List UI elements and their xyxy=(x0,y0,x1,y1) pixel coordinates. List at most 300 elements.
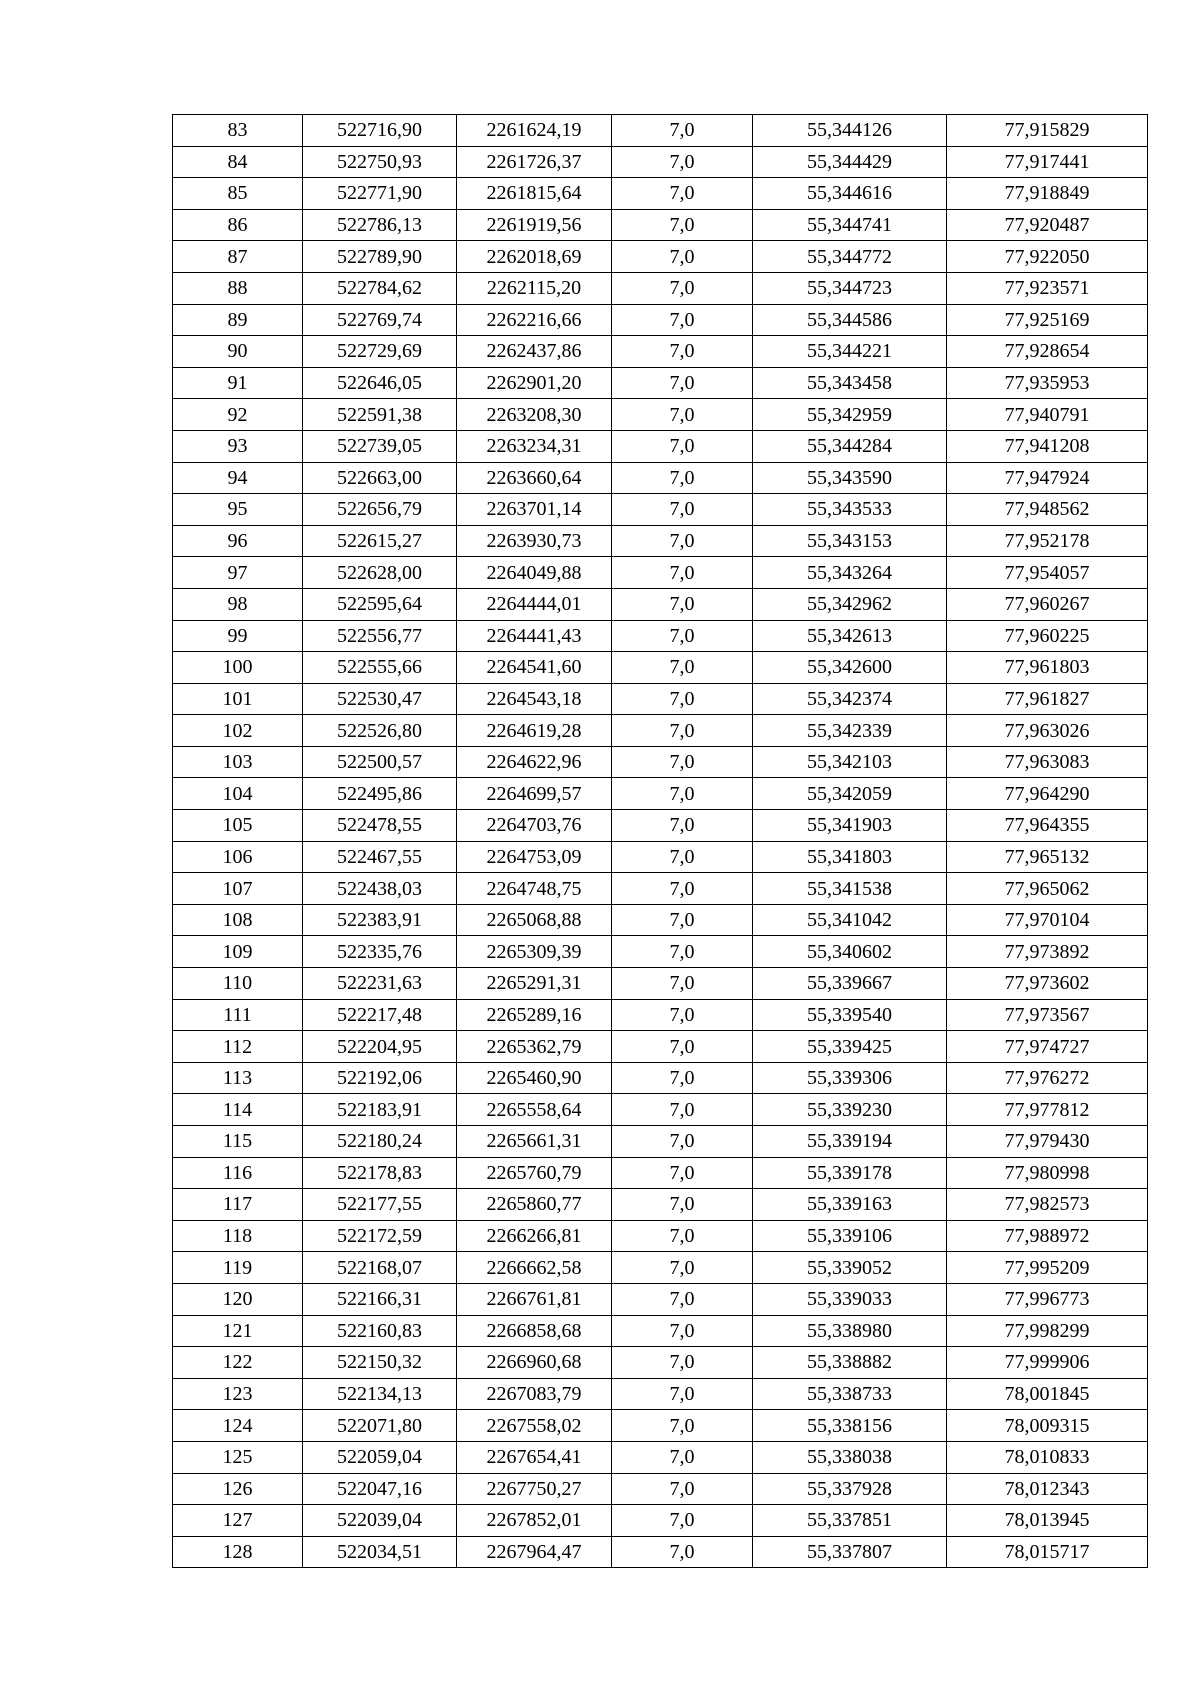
cell-accuracy: 7,0 xyxy=(612,810,753,842)
cell-y-coordinate: 2266662,58 xyxy=(457,1252,612,1284)
cell-longitude: 77,917441 xyxy=(947,146,1148,178)
cell-accuracy: 7,0 xyxy=(612,1536,753,1568)
cell-longitude: 77,996773 xyxy=(947,1283,1148,1315)
cell-accuracy: 7,0 xyxy=(612,367,753,399)
cell-latitude: 55,338980 xyxy=(753,1315,947,1347)
table-row xyxy=(173,1252,1148,1284)
cell-y-coordinate: 2262216,66 xyxy=(457,304,612,336)
cell-accuracy: 7,0 xyxy=(612,146,753,178)
cell-accuracy: 7,0 xyxy=(612,588,753,620)
cell-latitude: 55,339178 xyxy=(753,1157,947,1189)
cell-latitude: 55,341803 xyxy=(753,841,947,873)
cell-latitude: 55,338156 xyxy=(753,1410,947,1442)
cell-y-coordinate: 2265068,88 xyxy=(457,904,612,936)
cell-point-number: 100 xyxy=(173,652,303,684)
cell-longitude: 77,970104 xyxy=(947,904,1148,936)
cell-latitude: 55,343153 xyxy=(753,525,947,557)
cell-point-number: 97 xyxy=(173,557,303,589)
cell-accuracy: 7,0 xyxy=(612,1378,753,1410)
table-row xyxy=(173,525,1148,557)
cell-y-coordinate: 2265558,64 xyxy=(457,1094,612,1126)
table-row xyxy=(173,462,1148,494)
cell-point-number: 111 xyxy=(173,999,303,1031)
cell-accuracy: 7,0 xyxy=(612,304,753,336)
cell-longitude: 77,922050 xyxy=(947,241,1148,273)
cell-x-coordinate: 522784,62 xyxy=(303,272,457,304)
table-row xyxy=(173,683,1148,715)
cell-accuracy: 7,0 xyxy=(612,272,753,304)
cell-latitude: 55,340602 xyxy=(753,936,947,968)
cell-point-number: 91 xyxy=(173,367,303,399)
coordinates-table-body xyxy=(173,115,1148,1568)
cell-latitude: 55,341042 xyxy=(753,904,947,936)
cell-latitude: 55,339306 xyxy=(753,1062,947,1094)
cell-longitude: 77,952178 xyxy=(947,525,1148,557)
table-row xyxy=(173,1031,1148,1063)
cell-latitude: 55,339194 xyxy=(753,1126,947,1158)
cell-longitude: 77,999906 xyxy=(947,1347,1148,1379)
cell-x-coordinate: 522231,63 xyxy=(303,968,457,1000)
cell-x-coordinate: 522034,51 xyxy=(303,1536,457,1568)
cell-point-number: 109 xyxy=(173,936,303,968)
cell-point-number: 128 xyxy=(173,1536,303,1568)
cell-longitude: 77,973602 xyxy=(947,968,1148,1000)
table-row xyxy=(173,399,1148,431)
cell-point-number: 84 xyxy=(173,146,303,178)
cell-y-coordinate: 2265860,77 xyxy=(457,1189,612,1221)
table-row xyxy=(173,746,1148,778)
cell-accuracy: 7,0 xyxy=(612,1252,753,1284)
cell-accuracy: 7,0 xyxy=(612,494,753,526)
cell-point-number: 98 xyxy=(173,588,303,620)
cell-y-coordinate: 2261815,64 xyxy=(457,178,612,210)
cell-x-coordinate: 522663,00 xyxy=(303,462,457,494)
cell-accuracy: 7,0 xyxy=(612,336,753,368)
cell-longitude: 77,976272 xyxy=(947,1062,1148,1094)
cell-y-coordinate: 2264049,88 xyxy=(457,557,612,589)
cell-y-coordinate: 2264703,76 xyxy=(457,810,612,842)
cell-x-coordinate: 522739,05 xyxy=(303,430,457,462)
table-row xyxy=(173,810,1148,842)
cell-point-number: 89 xyxy=(173,304,303,336)
table-row xyxy=(173,652,1148,684)
cell-x-coordinate: 522059,04 xyxy=(303,1441,457,1473)
cell-point-number: 114 xyxy=(173,1094,303,1126)
cell-point-number: 106 xyxy=(173,841,303,873)
table-row xyxy=(173,841,1148,873)
table-row xyxy=(173,1283,1148,1315)
cell-accuracy: 7,0 xyxy=(612,968,753,1000)
cell-longitude: 77,977812 xyxy=(947,1094,1148,1126)
cell-latitude: 55,344586 xyxy=(753,304,947,336)
cell-x-coordinate: 522500,57 xyxy=(303,746,457,778)
table-row xyxy=(173,115,1148,147)
cell-longitude: 77,980998 xyxy=(947,1157,1148,1189)
cell-x-coordinate: 522192,06 xyxy=(303,1062,457,1094)
cell-longitude: 77,964355 xyxy=(947,810,1148,842)
coordinates-table xyxy=(172,114,1148,1568)
cell-y-coordinate: 2265460,90 xyxy=(457,1062,612,1094)
cell-point-number: 118 xyxy=(173,1220,303,1252)
cell-accuracy: 7,0 xyxy=(612,178,753,210)
cell-longitude: 78,001845 xyxy=(947,1378,1148,1410)
cell-point-number: 117 xyxy=(173,1189,303,1221)
cell-point-number: 108 xyxy=(173,904,303,936)
cell-accuracy: 7,0 xyxy=(612,620,753,652)
cell-latitude: 55,337851 xyxy=(753,1505,947,1537)
cell-y-coordinate: 2266266,81 xyxy=(457,1220,612,1252)
cell-y-coordinate: 2267750,27 xyxy=(457,1473,612,1505)
cell-x-coordinate: 522771,90 xyxy=(303,178,457,210)
cell-latitude: 55,342103 xyxy=(753,746,947,778)
cell-latitude: 55,338038 xyxy=(753,1441,947,1473)
table-row xyxy=(173,367,1148,399)
cell-latitude: 55,342962 xyxy=(753,588,947,620)
cell-latitude: 55,341903 xyxy=(753,810,947,842)
cell-longitude: 78,013945 xyxy=(947,1505,1148,1537)
cell-latitude: 55,339163 xyxy=(753,1189,947,1221)
cell-latitude: 55,342339 xyxy=(753,715,947,747)
table-row xyxy=(173,1410,1148,1442)
cell-x-coordinate: 522204,95 xyxy=(303,1031,457,1063)
cell-latitude: 55,339230 xyxy=(753,1094,947,1126)
table-row xyxy=(173,1094,1148,1126)
cell-longitude: 77,960267 xyxy=(947,588,1148,620)
cell-latitude: 55,342959 xyxy=(753,399,947,431)
cell-accuracy: 7,0 xyxy=(612,1031,753,1063)
cell-point-number: 92 xyxy=(173,399,303,431)
cell-accuracy: 7,0 xyxy=(612,1441,753,1473)
cell-latitude: 55,344772 xyxy=(753,241,947,273)
cell-x-coordinate: 522178,83 xyxy=(303,1157,457,1189)
cell-latitude: 55,343533 xyxy=(753,494,947,526)
cell-latitude: 55,343458 xyxy=(753,367,947,399)
cell-latitude: 55,339667 xyxy=(753,968,947,1000)
cell-longitude: 77,963026 xyxy=(947,715,1148,747)
table-row xyxy=(173,620,1148,652)
cell-longitude: 77,988972 xyxy=(947,1220,1148,1252)
cell-y-coordinate: 2267083,79 xyxy=(457,1378,612,1410)
cell-latitude: 55,339425 xyxy=(753,1031,947,1063)
table-row xyxy=(173,209,1148,241)
cell-y-coordinate: 2265760,79 xyxy=(457,1157,612,1189)
cell-y-coordinate: 2261726,37 xyxy=(457,146,612,178)
cell-point-number: 93 xyxy=(173,430,303,462)
cell-accuracy: 7,0 xyxy=(612,1189,753,1221)
cell-point-number: 119 xyxy=(173,1252,303,1284)
table-row xyxy=(173,1378,1148,1410)
cell-longitude: 77,965132 xyxy=(947,841,1148,873)
cell-y-coordinate: 2261624,19 xyxy=(457,115,612,147)
cell-accuracy: 7,0 xyxy=(612,1315,753,1347)
cell-point-number: 86 xyxy=(173,209,303,241)
cell-latitude: 55,342600 xyxy=(753,652,947,684)
cell-latitude: 55,344723 xyxy=(753,272,947,304)
cell-y-coordinate: 2267852,01 xyxy=(457,1505,612,1537)
cell-point-number: 124 xyxy=(173,1410,303,1442)
cell-y-coordinate: 2266960,68 xyxy=(457,1347,612,1379)
cell-x-coordinate: 522180,24 xyxy=(303,1126,457,1158)
cell-latitude: 55,343264 xyxy=(753,557,947,589)
cell-point-number: 126 xyxy=(173,1473,303,1505)
cell-longitude: 77,948562 xyxy=(947,494,1148,526)
cell-y-coordinate: 2265661,31 xyxy=(457,1126,612,1158)
cell-latitude: 55,338882 xyxy=(753,1347,947,1379)
table-row xyxy=(173,336,1148,368)
cell-point-number: 85 xyxy=(173,178,303,210)
cell-y-coordinate: 2263660,64 xyxy=(457,462,612,494)
cell-x-coordinate: 522047,16 xyxy=(303,1473,457,1505)
cell-accuracy: 7,0 xyxy=(612,430,753,462)
cell-point-number: 127 xyxy=(173,1505,303,1537)
cell-x-coordinate: 522335,76 xyxy=(303,936,457,968)
table-row xyxy=(173,1473,1148,1505)
cell-accuracy: 7,0 xyxy=(612,1126,753,1158)
cell-x-coordinate: 522530,47 xyxy=(303,683,457,715)
cell-y-coordinate: 2264699,57 xyxy=(457,778,612,810)
cell-point-number: 95 xyxy=(173,494,303,526)
cell-longitude: 77,935953 xyxy=(947,367,1148,399)
cell-x-coordinate: 522071,80 xyxy=(303,1410,457,1442)
cell-y-coordinate: 2265289,16 xyxy=(457,999,612,1031)
cell-y-coordinate: 2264753,09 xyxy=(457,841,612,873)
cell-y-coordinate: 2263234,31 xyxy=(457,430,612,462)
cell-x-coordinate: 522615,27 xyxy=(303,525,457,557)
cell-x-coordinate: 522646,05 xyxy=(303,367,457,399)
cell-latitude: 55,339540 xyxy=(753,999,947,1031)
cell-latitude: 55,339033 xyxy=(753,1283,947,1315)
table-row xyxy=(173,272,1148,304)
cell-accuracy: 7,0 xyxy=(612,778,753,810)
cell-longitude: 77,947924 xyxy=(947,462,1148,494)
cell-longitude: 77,973892 xyxy=(947,936,1148,968)
cell-longitude: 77,974727 xyxy=(947,1031,1148,1063)
cell-latitude: 55,344741 xyxy=(753,209,947,241)
cell-accuracy: 7,0 xyxy=(612,1283,753,1315)
cell-x-coordinate: 522495,86 xyxy=(303,778,457,810)
cell-point-number: 112 xyxy=(173,1031,303,1063)
cell-y-coordinate: 2264441,43 xyxy=(457,620,612,652)
cell-point-number: 102 xyxy=(173,715,303,747)
table-row xyxy=(173,146,1148,178)
table-row xyxy=(173,968,1148,1000)
cell-x-coordinate: 522467,55 xyxy=(303,841,457,873)
cell-point-number: 105 xyxy=(173,810,303,842)
table-row xyxy=(173,241,1148,273)
cell-x-coordinate: 522183,91 xyxy=(303,1094,457,1126)
cell-point-number: 125 xyxy=(173,1441,303,1473)
cell-accuracy: 7,0 xyxy=(612,904,753,936)
cell-accuracy: 7,0 xyxy=(612,115,753,147)
cell-x-coordinate: 522150,32 xyxy=(303,1347,457,1379)
cell-y-coordinate: 2263701,14 xyxy=(457,494,612,526)
cell-longitude: 77,918849 xyxy=(947,178,1148,210)
cell-y-coordinate: 2265291,31 xyxy=(457,968,612,1000)
cell-accuracy: 7,0 xyxy=(612,209,753,241)
table-row xyxy=(173,715,1148,747)
cell-point-number: 120 xyxy=(173,1283,303,1315)
cell-y-coordinate: 2266761,81 xyxy=(457,1283,612,1315)
table-row xyxy=(173,778,1148,810)
cell-longitude: 77,961803 xyxy=(947,652,1148,684)
cell-accuracy: 7,0 xyxy=(612,1505,753,1537)
cell-latitude: 55,338733 xyxy=(753,1378,947,1410)
cell-accuracy: 7,0 xyxy=(612,399,753,431)
cell-longitude: 77,941208 xyxy=(947,430,1148,462)
cell-x-coordinate: 522595,64 xyxy=(303,588,457,620)
cell-latitude: 55,342059 xyxy=(753,778,947,810)
cell-x-coordinate: 522134,13 xyxy=(303,1378,457,1410)
table-row xyxy=(173,1536,1148,1568)
cell-y-coordinate: 2264748,75 xyxy=(457,873,612,905)
cell-x-coordinate: 522786,13 xyxy=(303,209,457,241)
cell-x-coordinate: 522628,00 xyxy=(303,557,457,589)
cell-point-number: 123 xyxy=(173,1378,303,1410)
cell-x-coordinate: 522729,69 xyxy=(303,336,457,368)
cell-y-coordinate: 2267558,02 xyxy=(457,1410,612,1442)
cell-x-coordinate: 522168,07 xyxy=(303,1252,457,1284)
cell-point-number: 115 xyxy=(173,1126,303,1158)
cell-y-coordinate: 2262437,86 xyxy=(457,336,612,368)
cell-longitude: 78,012343 xyxy=(947,1473,1148,1505)
table-row xyxy=(173,999,1148,1031)
cell-point-number: 104 xyxy=(173,778,303,810)
cell-x-coordinate: 522750,93 xyxy=(303,146,457,178)
cell-x-coordinate: 522556,77 xyxy=(303,620,457,652)
cell-x-coordinate: 522769,74 xyxy=(303,304,457,336)
cell-accuracy: 7,0 xyxy=(612,557,753,589)
table-row xyxy=(173,557,1148,589)
cell-x-coordinate: 522172,59 xyxy=(303,1220,457,1252)
cell-point-number: 96 xyxy=(173,525,303,557)
cell-accuracy: 7,0 xyxy=(612,841,753,873)
cell-longitude: 77,960225 xyxy=(947,620,1148,652)
cell-point-number: 83 xyxy=(173,115,303,147)
cell-latitude: 55,339106 xyxy=(753,1220,947,1252)
cell-latitude: 55,343590 xyxy=(753,462,947,494)
cell-accuracy: 7,0 xyxy=(612,241,753,273)
cell-x-coordinate: 522716,90 xyxy=(303,115,457,147)
cell-y-coordinate: 2261919,56 xyxy=(457,209,612,241)
cell-accuracy: 7,0 xyxy=(612,1410,753,1442)
table-row xyxy=(173,1126,1148,1158)
cell-x-coordinate: 522217,48 xyxy=(303,999,457,1031)
table-row xyxy=(173,1189,1148,1221)
cell-longitude: 77,973567 xyxy=(947,999,1148,1031)
cell-point-number: 107 xyxy=(173,873,303,905)
cell-x-coordinate: 522555,66 xyxy=(303,652,457,684)
cell-accuracy: 7,0 xyxy=(612,683,753,715)
cell-longitude: 78,009315 xyxy=(947,1410,1148,1442)
cell-x-coordinate: 522478,55 xyxy=(303,810,457,842)
cell-x-coordinate: 522526,80 xyxy=(303,715,457,747)
cell-longitude: 77,925169 xyxy=(947,304,1148,336)
table-row xyxy=(173,936,1148,968)
cell-point-number: 94 xyxy=(173,462,303,494)
cell-latitude: 55,344126 xyxy=(753,115,947,147)
cell-y-coordinate: 2262018,69 xyxy=(457,241,612,273)
cell-y-coordinate: 2263208,30 xyxy=(457,399,612,431)
table-row xyxy=(173,588,1148,620)
table-row xyxy=(173,873,1148,905)
table-row xyxy=(173,904,1148,936)
cell-y-coordinate: 2267964,47 xyxy=(457,1536,612,1568)
cell-y-coordinate: 2262115,20 xyxy=(457,272,612,304)
cell-latitude: 55,344616 xyxy=(753,178,947,210)
cell-longitude: 78,010833 xyxy=(947,1441,1148,1473)
cell-x-coordinate: 522789,90 xyxy=(303,241,457,273)
cell-point-number: 116 xyxy=(173,1157,303,1189)
cell-longitude: 77,915829 xyxy=(947,115,1148,147)
cell-point-number: 101 xyxy=(173,683,303,715)
cell-y-coordinate: 2265309,39 xyxy=(457,936,612,968)
cell-accuracy: 7,0 xyxy=(612,652,753,684)
table-row xyxy=(173,1062,1148,1094)
cell-accuracy: 7,0 xyxy=(612,1220,753,1252)
cell-longitude: 77,963083 xyxy=(947,746,1148,778)
cell-y-coordinate: 2264543,18 xyxy=(457,683,612,715)
cell-latitude: 55,344429 xyxy=(753,146,947,178)
cell-accuracy: 7,0 xyxy=(612,873,753,905)
cell-accuracy: 7,0 xyxy=(612,1347,753,1379)
cell-longitude: 77,940791 xyxy=(947,399,1148,431)
cell-point-number: 113 xyxy=(173,1062,303,1094)
table-row xyxy=(173,1220,1148,1252)
cell-x-coordinate: 522160,83 xyxy=(303,1315,457,1347)
cell-latitude: 55,342613 xyxy=(753,620,947,652)
cell-accuracy: 7,0 xyxy=(612,1157,753,1189)
cell-accuracy: 7,0 xyxy=(612,1094,753,1126)
table-row xyxy=(173,1315,1148,1347)
cell-longitude: 77,920487 xyxy=(947,209,1148,241)
cell-latitude: 55,337928 xyxy=(753,1473,947,1505)
cell-accuracy: 7,0 xyxy=(612,1473,753,1505)
cell-x-coordinate: 522166,31 xyxy=(303,1283,457,1315)
table-row xyxy=(173,494,1148,526)
cell-longitude: 77,961827 xyxy=(947,683,1148,715)
cell-x-coordinate: 522177,55 xyxy=(303,1189,457,1221)
cell-x-coordinate: 522656,79 xyxy=(303,494,457,526)
cell-accuracy: 7,0 xyxy=(612,715,753,747)
cell-latitude: 55,344221 xyxy=(753,336,947,368)
cell-x-coordinate: 522383,91 xyxy=(303,904,457,936)
cell-point-number: 88 xyxy=(173,272,303,304)
cell-accuracy: 7,0 xyxy=(612,525,753,557)
cell-y-coordinate: 2266858,68 xyxy=(457,1315,612,1347)
cell-point-number: 90 xyxy=(173,336,303,368)
cell-x-coordinate: 522438,03 xyxy=(303,873,457,905)
cell-point-number: 121 xyxy=(173,1315,303,1347)
cell-y-coordinate: 2264622,96 xyxy=(457,746,612,778)
table-row xyxy=(173,304,1148,336)
cell-point-number: 87 xyxy=(173,241,303,273)
cell-x-coordinate: 522039,04 xyxy=(303,1505,457,1537)
cell-point-number: 99 xyxy=(173,620,303,652)
cell-x-coordinate: 522591,38 xyxy=(303,399,457,431)
cell-latitude: 55,342374 xyxy=(753,683,947,715)
cell-longitude: 77,998299 xyxy=(947,1315,1148,1347)
cell-accuracy: 7,0 xyxy=(612,1062,753,1094)
cell-accuracy: 7,0 xyxy=(612,462,753,494)
cell-y-coordinate: 2265362,79 xyxy=(457,1031,612,1063)
cell-point-number: 110 xyxy=(173,968,303,1000)
table-row xyxy=(173,1157,1148,1189)
cell-latitude: 55,341538 xyxy=(753,873,947,905)
cell-accuracy: 7,0 xyxy=(612,746,753,778)
cell-accuracy: 7,0 xyxy=(612,999,753,1031)
cell-latitude: 55,339052 xyxy=(753,1252,947,1284)
cell-longitude: 77,928654 xyxy=(947,336,1148,368)
